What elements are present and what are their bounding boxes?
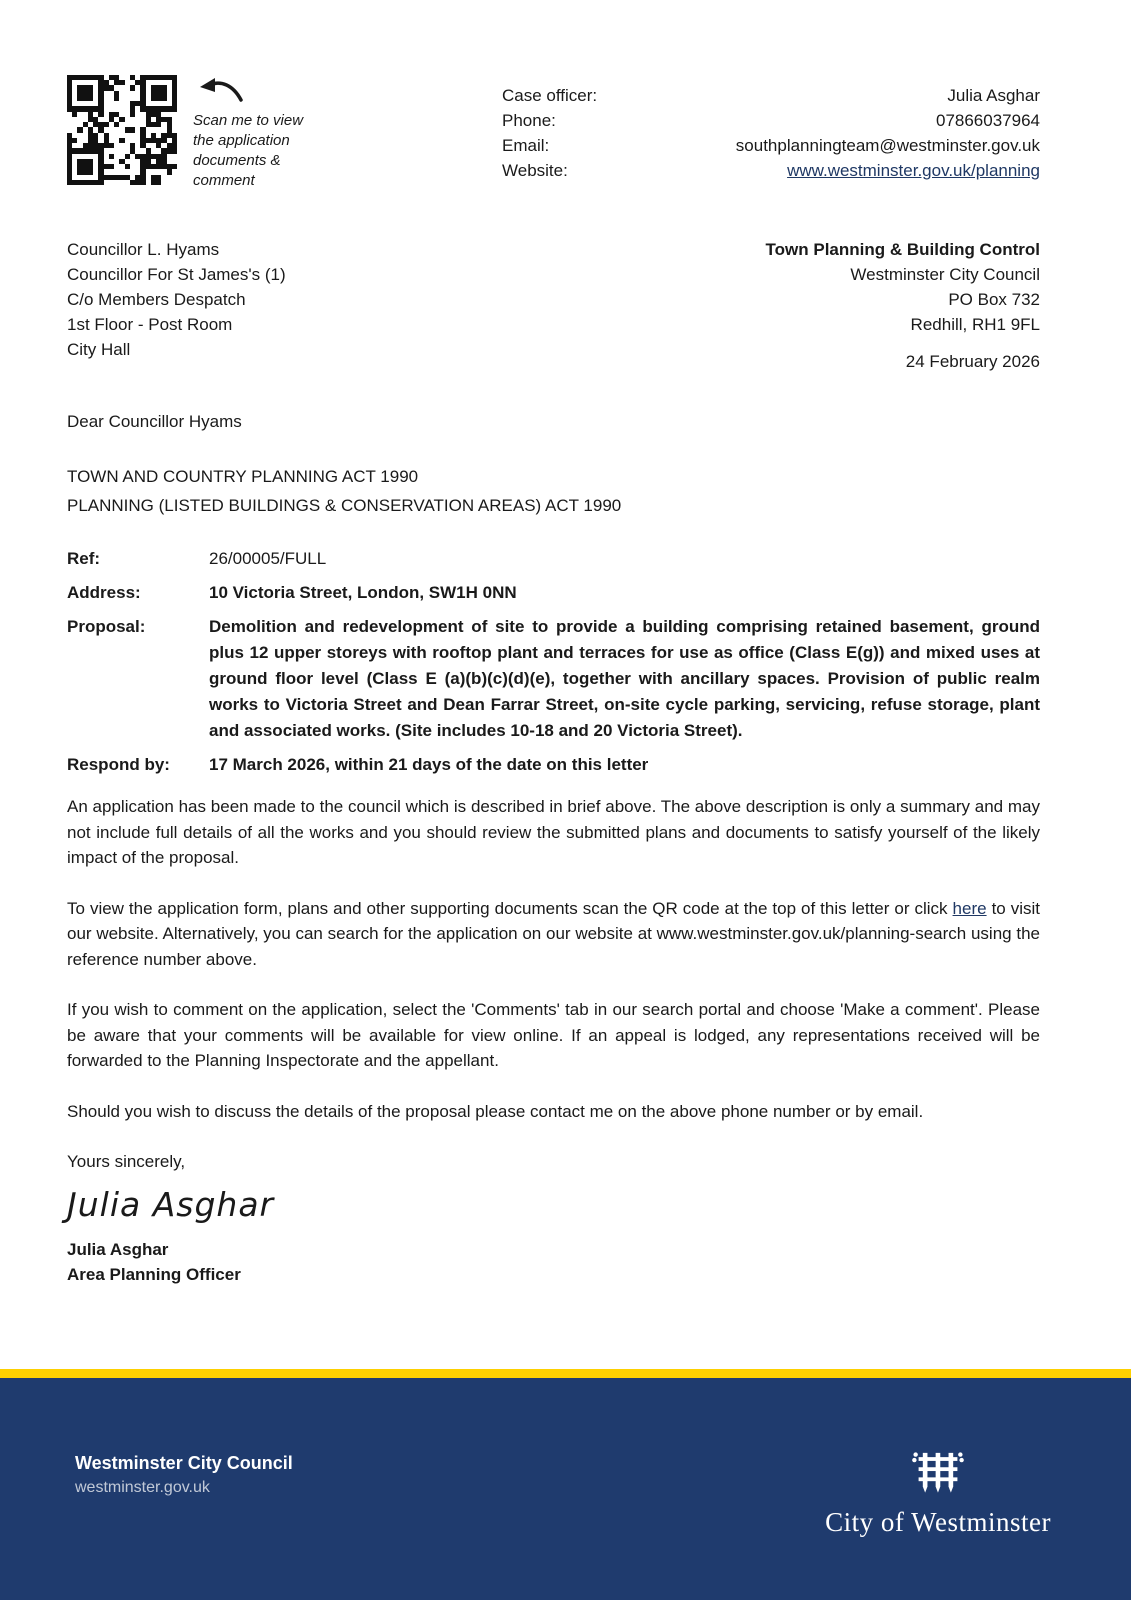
letter-date: 24 February 2026 <box>905 352 1040 371</box>
case-officer-label: Case officer: <box>502 86 598 105</box>
qr-code <box>67 75 177 185</box>
here-link[interactable]: here <box>952 898 987 918</box>
closing: Yours sincerely, <box>67 1152 186 1171</box>
ref-value: 26/00005/FULL <box>209 549 327 568</box>
sender-line: Westminster City Council <box>850 265 1040 284</box>
qr-block <box>67 75 387 191</box>
footer-yellow-stripe <box>0 1369 1131 1378</box>
footer-brand-block <box>75 1451 293 1500</box>
curved-arrow-icon <box>197 77 243 103</box>
sender-line: Redhill, RH1 9FL <box>910 315 1040 334</box>
website-label: Website: <box>502 161 568 180</box>
respond-by-value: 17 March 2026, within 21 days of the date on this letter <box>209 755 649 774</box>
planning-website-link[interactable]: www.westminster.gov.uk/planning <box>787 161 1040 180</box>
recipient-line: Councillor For St James's (1) <box>67 265 286 284</box>
paragraph-discuss: Should you wish to discuss the details of the proposal please contact me on the above phone number or by email. <box>67 1101 924 1121</box>
salutation: Dear Councillor Hyams <box>67 412 242 431</box>
address-label: Address: <box>67 583 141 602</box>
footer-bar <box>0 1378 1131 1600</box>
paragraph-text: to visit our website. Alternatively, you can search for the application on our website at www.westminster.gov.uk/planning-search using the reference number above. <box>67 898 1041 969</box>
qr-caption-block <box>193 75 311 191</box>
recipient-line: City Hall <box>67 340 131 359</box>
case-officer-value: Julia Asghar <box>947 86 1040 105</box>
signature: Julia Asghar <box>67 1184 275 1224</box>
address-value: 10 Victoria Street, London, SW1H 0NN <box>209 583 517 602</box>
email-label: Email: <box>502 136 550 155</box>
respond-by-label: Respond by: <box>67 755 170 774</box>
contact-row-website <box>502 158 1040 183</box>
contact-row-phone <box>502 108 1040 133</box>
sender-line: PO Box 732 <box>948 290 1040 309</box>
paragraph-how-to-comment: If you wish to comment on the application, select the 'Comments' tab in our search portal and choose 'Make a comment'. Please be aware that your comments will be available for view online. If an appeal is lodged, any representations received will be forwarded to the Planning Inspectorate and the appellant. <box>67 1000 1040 1070</box>
contact-details <box>502 75 1040 191</box>
reference-block <box>67 546 1040 778</box>
recipient-line: 1st Floor - Post Room <box>67 315 233 334</box>
paragraph-text: To view the application form, plans and other supporting documents scan the QR code at the top of this letter or click <box>67 898 953 918</box>
paragraph-view-documents <box>67 896 1040 973</box>
phone-value: 07866037964 <box>935 111 1040 130</box>
email-value: southplanningteam@westminster.gov.uk <box>735 136 1040 155</box>
act-line: TOWN AND COUNTRY PLANNING ACT 1990 <box>67 467 419 486</box>
recipient-line: Councillor L. Hyams <box>67 240 220 259</box>
phone-label: Phone: <box>502 111 556 130</box>
sender-department: Town Planning & Building Control <box>765 240 1040 259</box>
footer <box>0 1369 1131 1600</box>
letter-header <box>67 75 1040 191</box>
sender-address <box>766 237 1040 374</box>
signatory-name: Julia Asghar <box>67 1239 169 1259</box>
footer-logo-text: City of Westminster <box>825 1506 1051 1537</box>
act-line: PLANNING (LISTED BUILDINGS & CONSERVATION AREAS) ACT 1990 <box>67 496 622 515</box>
contact-row-email <box>502 133 1040 158</box>
footer-url: westminster.gov.uk <box>75 1478 210 1496</box>
portcullis-logo-icon <box>911 1447 965 1501</box>
paragraph-application-summary: An application has been made to the council which is described in brief above. The above description is only a summary and may not include full details of all the works and you should review the submitted plans and documents to satisfy yourself of the likely impact of the proposal. <box>67 797 1040 867</box>
qr-caption: Scan me to view the application documents & comment <box>193 112 304 189</box>
address-row <box>67 237 1040 374</box>
ref-label: Ref: <box>67 549 101 568</box>
planning-acts <box>67 462 1040 520</box>
proposal-value: Demolition and redevelopment of site to provide a building comprising retained basement, ground plus 12 upper storeys with rooftop plant and terraces for use as office (Class E(g)) and mixed uses at ground floor level (Class E (a)(b)(c)(d)(e), together with ancillary spaces. Provision of public realm works to Victoria Street and Dean Farrar Street, on-site cycle parking, servicing, refuse storage, plant and associated works. (Site includes 10-18 and 20 Victoria Street). <box>209 617 1040 740</box>
recipient-address <box>67 237 286 374</box>
footer-brand: Westminster City Council <box>75 1452 293 1473</box>
proposal-label: Proposal: <box>67 617 146 636</box>
signatory-title: Area Planning Officer <box>67 1264 241 1284</box>
contact-row-case-officer <box>502 83 1040 108</box>
recipient-line: C/o Members Despatch <box>67 290 246 309</box>
footer-logo-block <box>825 1447 1051 1538</box>
